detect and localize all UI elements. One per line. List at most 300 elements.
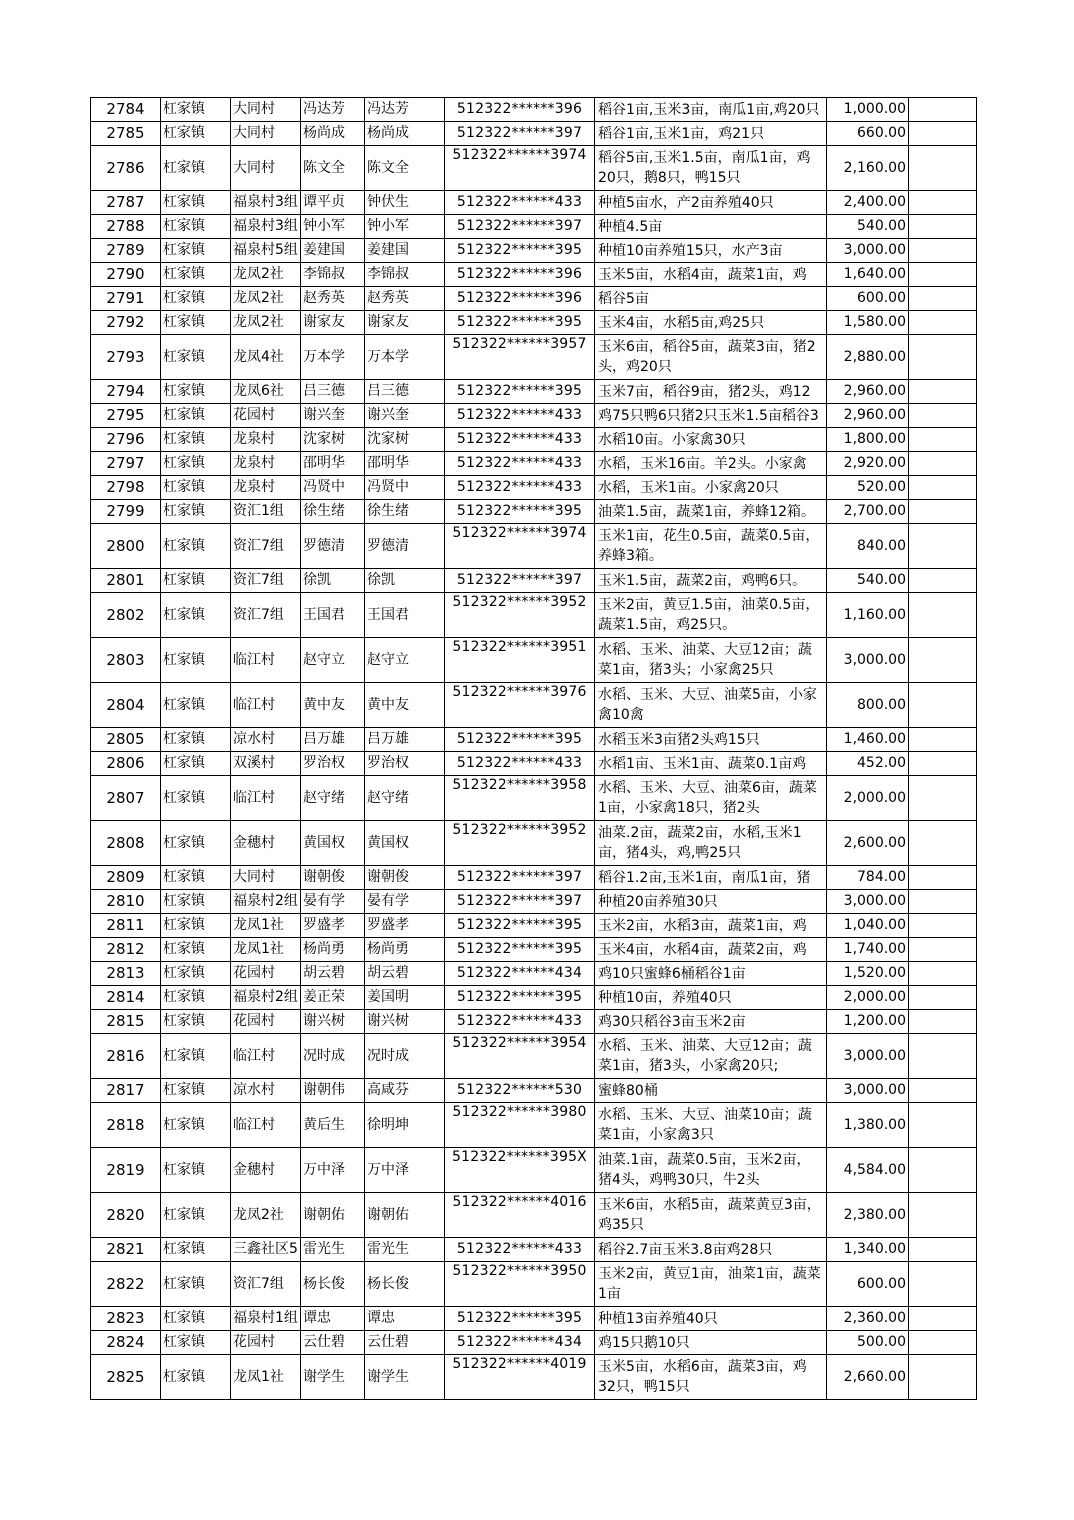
amount-cell: 1,160.00 <box>827 593 909 638</box>
description-cell: 稻谷1亩,玉米1亩，鸡21只 <box>595 122 827 146</box>
town-cell: 杠家镇 <box>161 404 231 428</box>
blank-cell <box>909 914 977 938</box>
town-cell: 杠家镇 <box>161 1079 231 1103</box>
description-cell: 水稻、玉米、油菜、大豆12亩；蔬菜1亩，猪3头，小家禽20只; <box>595 1034 827 1079</box>
id-number-cell: 512322******3951 <box>445 638 595 683</box>
amount-cell: 2,380.00 <box>827 1193 909 1238</box>
table-row <box>91 98 977 122</box>
payee-cell: 高咸芬 <box>365 1079 445 1103</box>
description-cell: 鸡30只稻谷3亩玉米2亩 <box>595 1010 827 1034</box>
id-number-cell: 512322******434 <box>445 962 595 986</box>
name-cell: 胡云碧 <box>301 962 365 986</box>
table-row <box>91 524 977 569</box>
village-cell: 花园村 <box>231 962 301 986</box>
id-number-cell: 512322******3952 <box>445 593 595 638</box>
blank-cell <box>909 638 977 683</box>
payee-cell: 况时成 <box>365 1034 445 1079</box>
name-cell: 陈文全 <box>301 146 365 191</box>
id-number-cell: 512322******395 <box>445 380 595 404</box>
description-cell: 油菜.1亩，蔬菜0.5亩，玉米2亩，猪4头，鸡鸭30只，牛2头 <box>595 1148 827 1193</box>
town-cell: 杠家镇 <box>161 452 231 476</box>
name-cell: 万本学 <box>301 335 365 380</box>
village-cell: 临江村 <box>231 683 301 728</box>
payee-cell: 赵守绪 <box>365 776 445 821</box>
row-number: 2786 <box>91 146 161 191</box>
village-cell: 龙凤1社 <box>231 914 301 938</box>
id-number-cell: 512322******433 <box>445 452 595 476</box>
table-row <box>91 569 977 593</box>
town-cell: 杠家镇 <box>161 821 231 866</box>
village-cell: 福泉村1组 <box>231 1307 301 1331</box>
town-cell: 杠家镇 <box>161 287 231 311</box>
amount-cell: 600.00 <box>827 1262 909 1307</box>
town-cell: 杠家镇 <box>161 1148 231 1193</box>
id-number-cell: 512322******530 <box>445 1079 595 1103</box>
blank-cell <box>909 752 977 776</box>
blank-cell <box>909 1355 977 1400</box>
payee-cell: 徐凯 <box>365 569 445 593</box>
name-cell: 李锦叔 <box>301 263 365 287</box>
village-cell: 资汇7组 <box>231 524 301 569</box>
amount-cell: 1,800.00 <box>827 428 909 452</box>
description-cell: 种植13亩养殖40只 <box>595 1307 827 1331</box>
id-number-cell: 512322******434 <box>445 1331 595 1355</box>
payee-cell: 赵秀英 <box>365 287 445 311</box>
blank-cell <box>909 1103 977 1148</box>
description-cell: 水稻、玉米、大豆、油菜5亩，小家禽10禽 <box>595 683 827 728</box>
blank-cell <box>909 821 977 866</box>
name-cell: 王国君 <box>301 593 365 638</box>
village-cell: 资汇7组 <box>231 1262 301 1307</box>
table-row <box>91 335 977 380</box>
name-cell: 钟小军 <box>301 215 365 239</box>
blank-cell <box>909 683 977 728</box>
table-body <box>91 98 977 1400</box>
id-number-cell: 512322******3974 <box>445 524 595 569</box>
blank-cell <box>909 728 977 752</box>
village-cell: 龙凤4社 <box>231 335 301 380</box>
amount-cell: 2,660.00 <box>827 1355 909 1400</box>
row-number: 2795 <box>91 404 161 428</box>
table-row <box>91 890 977 914</box>
amount-cell: 1,520.00 <box>827 962 909 986</box>
amount-cell: 3,000.00 <box>827 1079 909 1103</box>
town-cell: 杠家镇 <box>161 335 231 380</box>
description-cell: 水稻、玉米、油菜、大豆12亩；蔬菜1亩，猪3头；小家禽25只 <box>595 638 827 683</box>
id-number-cell: 512322******395 <box>445 1307 595 1331</box>
table-row <box>91 821 977 866</box>
town-cell: 杠家镇 <box>161 569 231 593</box>
payee-cell: 陈文全 <box>365 146 445 191</box>
description-cell: 种植5亩水，产2亩养殖40只 <box>595 191 827 215</box>
id-number-cell: 512322******397 <box>445 122 595 146</box>
village-cell: 资汇1组 <box>231 500 301 524</box>
name-cell: 冯贤中 <box>301 476 365 500</box>
payee-cell: 谢兴奎 <box>365 404 445 428</box>
town-cell: 杠家镇 <box>161 263 231 287</box>
description-cell: 水稻、玉米、大豆、油菜6亩，蔬菜1亩，小家禽18只，猪2头 <box>595 776 827 821</box>
amount-cell: 540.00 <box>827 569 909 593</box>
payee-cell: 罗盛孝 <box>365 914 445 938</box>
description-cell: 玉米1.5亩，蔬菜2亩，鸡鸭6只。 <box>595 569 827 593</box>
village-cell: 龙凤2社 <box>231 287 301 311</box>
blank-cell <box>909 380 977 404</box>
id-number-cell: 512322******395 <box>445 986 595 1010</box>
amount-cell: 840.00 <box>827 524 909 569</box>
town-cell: 杠家镇 <box>161 1193 231 1238</box>
town-cell: 杠家镇 <box>161 938 231 962</box>
id-number-cell: 512322******4019 <box>445 1355 595 1400</box>
payee-cell: 杨尚成 <box>365 122 445 146</box>
row-number: 2796 <box>91 428 161 452</box>
amount-cell: 3,000.00 <box>827 239 909 263</box>
subsidy-table <box>90 97 977 1400</box>
payee-cell: 谢朝佑 <box>365 1193 445 1238</box>
id-number-cell: 512322******433 <box>445 428 595 452</box>
town-cell: 杠家镇 <box>161 776 231 821</box>
town-cell: 杠家镇 <box>161 191 231 215</box>
amount-cell: 2,360.00 <box>827 1307 909 1331</box>
id-number-cell: 512322******395 <box>445 728 595 752</box>
table-row <box>91 404 977 428</box>
amount-cell: 1,460.00 <box>827 728 909 752</box>
row-number: 2784 <box>91 98 161 122</box>
description-cell: 玉米5亩，水稻4亩，蔬菜1亩，鸡 <box>595 263 827 287</box>
row-number: 2803 <box>91 638 161 683</box>
name-cell: 冯达芳 <box>301 98 365 122</box>
town-cell: 杠家镇 <box>161 728 231 752</box>
blank-cell <box>909 1193 977 1238</box>
description-cell: 水稻，玉米1亩。小家禽20只 <box>595 476 827 500</box>
table-row <box>91 191 977 215</box>
table-row <box>91 593 977 638</box>
town-cell: 杠家镇 <box>161 683 231 728</box>
row-number: 2792 <box>91 311 161 335</box>
name-cell: 谢学生 <box>301 1355 365 1400</box>
amount-cell: 2,960.00 <box>827 380 909 404</box>
amount-cell: 2,160.00 <box>827 146 909 191</box>
table-row <box>91 428 977 452</box>
village-cell: 临江村 <box>231 776 301 821</box>
payee-cell: 胡云碧 <box>365 962 445 986</box>
description-cell: 水稻、玉米、大豆、油菜10亩；蔬菜1亩，小家禽3只 <box>595 1103 827 1148</box>
town-cell: 杠家镇 <box>161 593 231 638</box>
id-number-cell: 512322******3957 <box>445 335 595 380</box>
table-row <box>91 1238 977 1262</box>
id-number-cell: 512322******3950 <box>445 1262 595 1307</box>
blank-cell <box>909 1238 977 1262</box>
description-cell: 水稻玉米3亩猪2头鸡15只 <box>595 728 827 752</box>
amount-cell: 1,580.00 <box>827 311 909 335</box>
id-number-cell: 512322******395 <box>445 500 595 524</box>
description-cell: 玉米2亩，水稻3亩，蔬菜1亩，鸡 <box>595 914 827 938</box>
description-cell: 油菜.2亩，蔬菜2亩，水稻,玉米1亩，猪4头，鸡,鸭25只 <box>595 821 827 866</box>
blank-cell <box>909 776 977 821</box>
row-number: 2812 <box>91 938 161 962</box>
amount-cell: 540.00 <box>827 215 909 239</box>
table-row <box>91 1307 977 1331</box>
payee-cell: 徐明坤 <box>365 1103 445 1148</box>
amount-cell: 784.00 <box>827 866 909 890</box>
amount-cell: 3,000.00 <box>827 638 909 683</box>
name-cell: 黄中友 <box>301 683 365 728</box>
id-number-cell: 512322******433 <box>445 191 595 215</box>
table-row <box>91 215 977 239</box>
id-number-cell: 512322******433 <box>445 1010 595 1034</box>
blank-cell <box>909 1079 977 1103</box>
village-cell: 大同村 <box>231 98 301 122</box>
row-number: 2810 <box>91 890 161 914</box>
table-row <box>91 1103 977 1148</box>
village-cell: 大同村 <box>231 866 301 890</box>
id-number-cell: 512322******395 <box>445 311 595 335</box>
table-row <box>91 914 977 938</box>
name-cell: 赵守立 <box>301 638 365 683</box>
row-number: 2805 <box>91 728 161 752</box>
id-number-cell: 512322******3976 <box>445 683 595 728</box>
table-row <box>91 500 977 524</box>
row-number: 2809 <box>91 866 161 890</box>
payee-cell: 冯达芳 <box>365 98 445 122</box>
blank-cell <box>909 98 977 122</box>
blank-cell <box>909 569 977 593</box>
blank-cell <box>909 1262 977 1307</box>
name-cell: 邵明华 <box>301 452 365 476</box>
blank-cell <box>909 866 977 890</box>
table-row <box>91 1079 977 1103</box>
payee-cell: 谢朝俊 <box>365 866 445 890</box>
payee-cell: 黄国权 <box>365 821 445 866</box>
town-cell: 杠家镇 <box>161 500 231 524</box>
description-cell: 蜜蜂80桶 <box>595 1079 827 1103</box>
village-cell: 花园村 <box>231 404 301 428</box>
amount-cell: 3,000.00 <box>827 890 909 914</box>
description-cell: 稻谷5亩,玉米1.5亩，南瓜1亩，鸡20只，鹅8只，鸭15只 <box>595 146 827 191</box>
town-cell: 杠家镇 <box>161 1355 231 1400</box>
description-cell: 水稻1亩、玉米1亩、蔬菜0.1亩鸡 <box>595 752 827 776</box>
payee-cell: 姜建国 <box>365 239 445 263</box>
row-number: 2802 <box>91 593 161 638</box>
amount-cell: 2,960.00 <box>827 404 909 428</box>
description-cell: 种植10亩，养殖40只 <box>595 986 827 1010</box>
id-number-cell: 512322******397 <box>445 569 595 593</box>
payee-cell: 黄中友 <box>365 683 445 728</box>
payee-cell: 徐生绪 <box>365 500 445 524</box>
name-cell: 谢家友 <box>301 311 365 335</box>
blank-cell <box>909 191 977 215</box>
town-cell: 杠家镇 <box>161 986 231 1010</box>
payee-cell: 谭忠 <box>365 1307 445 1331</box>
row-number: 2801 <box>91 569 161 593</box>
blank-cell <box>909 938 977 962</box>
blank-cell <box>909 311 977 335</box>
town-cell: 杠家镇 <box>161 1238 231 1262</box>
id-number-cell: 512322******395 <box>445 938 595 962</box>
amount-cell: 2,880.00 <box>827 335 909 380</box>
village-cell: 福泉村3组 <box>231 215 301 239</box>
name-cell: 谭忠 <box>301 1307 365 1331</box>
row-number: 2825 <box>91 1355 161 1400</box>
amount-cell: 1,740.00 <box>827 938 909 962</box>
village-cell: 资汇7组 <box>231 569 301 593</box>
description-cell: 稻谷5亩 <box>595 287 827 311</box>
id-number-cell: 512322******433 <box>445 404 595 428</box>
payee-cell: 王国君 <box>365 593 445 638</box>
name-cell: 况时成 <box>301 1034 365 1079</box>
table-row <box>91 1193 977 1238</box>
description-cell: 种植10亩养殖15只，水产3亩 <box>595 239 827 263</box>
amount-cell: 2,000.00 <box>827 776 909 821</box>
table-row <box>91 476 977 500</box>
village-cell: 龙凤6社 <box>231 380 301 404</box>
blank-cell <box>909 476 977 500</box>
town-cell: 杠家镇 <box>161 239 231 263</box>
town-cell: 杠家镇 <box>161 638 231 683</box>
name-cell: 赵守绪 <box>301 776 365 821</box>
payee-cell: 杨尚勇 <box>365 938 445 962</box>
amount-cell: 500.00 <box>827 1331 909 1355</box>
town-cell: 杠家镇 <box>161 890 231 914</box>
payee-cell: 沈家树 <box>365 428 445 452</box>
village-cell: 双溪村 <box>231 752 301 776</box>
name-cell: 姜正荣 <box>301 986 365 1010</box>
id-number-cell: 512322******395 <box>445 914 595 938</box>
id-number-cell: 512322******397 <box>445 215 595 239</box>
village-cell: 福泉村2组 <box>231 986 301 1010</box>
payee-cell: 姜国明 <box>365 986 445 1010</box>
town-cell: 杠家镇 <box>161 215 231 239</box>
town-cell: 杠家镇 <box>161 524 231 569</box>
village-cell: 花园村 <box>231 1331 301 1355</box>
table-row <box>91 1262 977 1307</box>
row-number: 2814 <box>91 986 161 1010</box>
name-cell: 晏有学 <box>301 890 365 914</box>
name-cell: 姜建国 <box>301 239 365 263</box>
table-row <box>91 986 977 1010</box>
blank-cell <box>909 1010 977 1034</box>
description-cell: 稻谷1.2亩,玉米1亩，南瓜1亩，猪 <box>595 866 827 890</box>
name-cell: 罗盛孝 <box>301 914 365 938</box>
table-row <box>91 287 977 311</box>
payee-cell: 吕三德 <box>365 380 445 404</box>
row-number: 2811 <box>91 914 161 938</box>
town-cell: 杠家镇 <box>161 1331 231 1355</box>
row-number: 2798 <box>91 476 161 500</box>
name-cell: 赵秀英 <box>301 287 365 311</box>
name-cell: 杨长俊 <box>301 1262 365 1307</box>
blank-cell <box>909 500 977 524</box>
town-cell: 杠家镇 <box>161 962 231 986</box>
row-number: 2789 <box>91 239 161 263</box>
blank-cell <box>909 452 977 476</box>
table-row <box>91 752 977 776</box>
amount-cell: 1,000.00 <box>827 98 909 122</box>
row-number: 2804 <box>91 683 161 728</box>
id-number-cell: 512322******433 <box>445 476 595 500</box>
village-cell: 凉水村 <box>231 1079 301 1103</box>
name-cell: 徐生绪 <box>301 500 365 524</box>
description-cell: 稻谷2.7亩玉米3.8亩鸡28只 <box>595 1238 827 1262</box>
id-number-cell: 512322******395 <box>445 239 595 263</box>
payee-cell: 冯贤中 <box>365 476 445 500</box>
amount-cell: 1,200.00 <box>827 1010 909 1034</box>
table-row <box>91 1034 977 1079</box>
table-row <box>91 239 977 263</box>
name-cell: 杨尚成 <box>301 122 365 146</box>
town-cell: 杠家镇 <box>161 476 231 500</box>
blank-cell <box>909 986 977 1010</box>
row-number: 2785 <box>91 122 161 146</box>
name-cell: 吕万雄 <box>301 728 365 752</box>
table-row <box>91 1355 977 1400</box>
village-cell: 金穗村 <box>231 821 301 866</box>
description-cell: 油菜1.5亩，蔬菜1亩，养蜂12箱。 <box>595 500 827 524</box>
village-cell: 福泉村2组 <box>231 890 301 914</box>
amount-cell: 2,920.00 <box>827 452 909 476</box>
blank-cell <box>909 1331 977 1355</box>
blank-cell <box>909 287 977 311</box>
village-cell: 临江村 <box>231 1034 301 1079</box>
village-cell: 大同村 <box>231 122 301 146</box>
village-cell: 临江村 <box>231 638 301 683</box>
payee-cell: 钟小军 <box>365 215 445 239</box>
description-cell: 玉米4亩，水稻4亩，蔬菜2亩，鸡 <box>595 938 827 962</box>
town-cell: 杠家镇 <box>161 380 231 404</box>
amount-cell: 2,600.00 <box>827 821 909 866</box>
description-cell: 玉米6亩，稻谷5亩，蔬菜3亩，猪2头，鸡20只 <box>595 335 827 380</box>
id-number-cell: 512322******396 <box>445 98 595 122</box>
payee-cell: 钟伏生 <box>365 191 445 215</box>
amount-cell: 1,340.00 <box>827 1238 909 1262</box>
payee-cell: 晏有学 <box>365 890 445 914</box>
description-cell: 玉米1亩，花生0.5亩，蔬菜0.5亩，养蜂3箱。 <box>595 524 827 569</box>
row-number: 2822 <box>91 1262 161 1307</box>
id-number-cell: 512322******3958 <box>445 776 595 821</box>
row-number: 2807 <box>91 776 161 821</box>
payee-cell: 赵守立 <box>365 638 445 683</box>
blank-cell <box>909 404 977 428</box>
name-cell: 谢朝佑 <box>301 1193 365 1238</box>
village-cell: 龙泉村 <box>231 428 301 452</box>
id-number-cell: 512322******433 <box>445 1238 595 1262</box>
table-row <box>91 311 977 335</box>
table-row <box>91 962 977 986</box>
village-cell: 龙凤2社 <box>231 311 301 335</box>
description-cell: 鸡75只鸭6只猪2只玉米1.5亩稻谷3 <box>595 404 827 428</box>
row-number: 2824 <box>91 1331 161 1355</box>
description-cell: 玉米4亩，水稻5亩,鸡25只 <box>595 311 827 335</box>
town-cell: 杠家镇 <box>161 1010 231 1034</box>
row-number: 2794 <box>91 380 161 404</box>
name-cell: 谢兴树 <box>301 1010 365 1034</box>
village-cell: 龙凤2社 <box>231 1193 301 1238</box>
table-row <box>91 1331 977 1355</box>
description-cell: 种植20亩养殖30只 <box>595 890 827 914</box>
town-cell: 杠家镇 <box>161 311 231 335</box>
table-row <box>91 1148 977 1193</box>
table-row <box>91 683 977 728</box>
row-number: 2788 <box>91 215 161 239</box>
name-cell: 黄国权 <box>301 821 365 866</box>
payee-cell: 云仕碧 <box>365 1331 445 1355</box>
village-cell: 花园村 <box>231 1010 301 1034</box>
amount-cell: 3,000.00 <box>827 1034 909 1079</box>
name-cell: 黄后生 <box>301 1103 365 1148</box>
name-cell: 谢朝俊 <box>301 866 365 890</box>
payee-cell: 吕万雄 <box>365 728 445 752</box>
name-cell: 罗德清 <box>301 524 365 569</box>
town-cell: 杠家镇 <box>161 1103 231 1148</box>
